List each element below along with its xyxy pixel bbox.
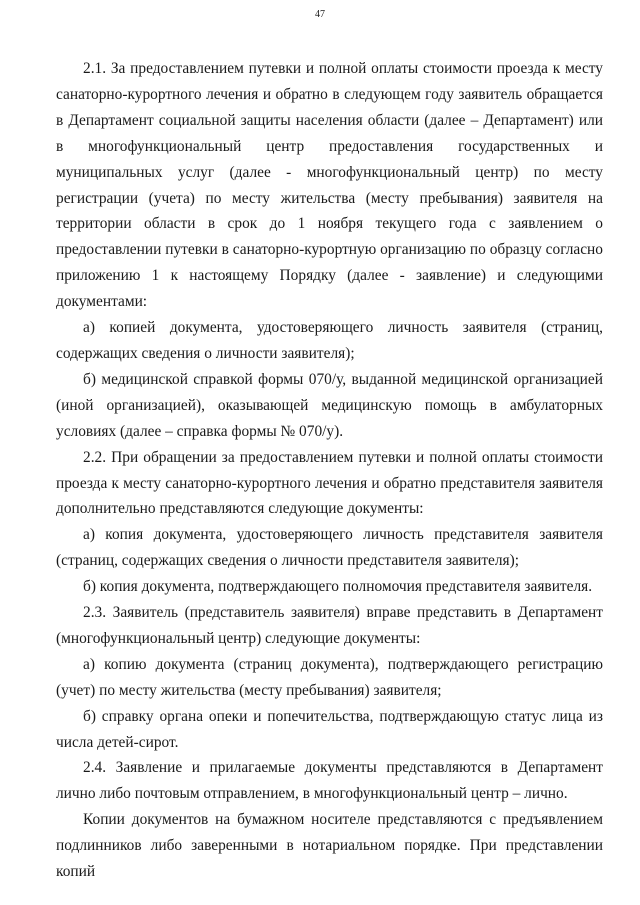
paragraph-2-1-a: а) копией документа, удостоверяющего личность заявителя (страниц, содержащих сведения о личности заявителя); — [56, 319, 603, 362]
paragraph-2-2: 2.2. При обращении за предоставлением путевки и полной оплаты стоимости проезда к месту санаторно-курортного лечения и обратно представителя заявителя дополнительно представляются следующие документы: — [56, 448, 603, 518]
paragraph-2-3-a: а) копию документа (страниц документа), подтверждающего регистрацию (учет) по месту жительства (месту пребывания) заявителя; — [56, 655, 603, 699]
paragraph-2-3: 2.3. Заявитель (представитель заявителя) вправе представить в Департамент (многофункциональный центр) следующие документы: — [56, 604, 603, 647]
paragraph-2-3-b: б) справку органа опеки и попечительства, подтверждающую статус лица из числа детей-сирот. — [56, 707, 603, 751]
page-number: 47 — [315, 9, 325, 20]
paragraph-copies: Копии документов на бумажном носителе представляются с предъявлением подлинников либо заверенными в нотариальном порядке. При представлении копий — [56, 811, 603, 881]
document-body — [56, 56, 603, 885]
paragraph-2-1-b: б) медицинской справкой формы 070/у, выданной медицинской организацией (иной организацией), оказывающей медицинскую помощь в амбулаторных условиях (далее – справка формы № 070/у). — [56, 370, 603, 440]
paragraph-2-4: 2.4. Заявление и прилагаемые документы представляются в Департамент лично либо почтовым отправлением, в многофункциональный центр – лично. — [56, 759, 603, 803]
paragraph-2-2-a: а) копия документа, удостоверяющего личность представителя заявителя (страниц, содержащих сведения о личности представителя заявителя); — [56, 526, 603, 570]
paragraph-2-2-b: б) копия документа, подтверждающего полномочия представителя заявителя. — [83, 578, 593, 596]
paragraph-2-1: 2.1. За предоставлением путевки и полной оплаты стоимости проезда к месту санаторно-курортного лечения и обратно в следующем году заявитель обращается в Департамент социальной защиты населения области (далее – Департамент) или в многофункциональный центр предоставления государственных и муниципальных услуг (далее - многофункциональный центр) по месту регистрации (учета) по месту жительства (месту пребывания) заявителя на территории области в срок до 1 ноября текущего года с заявлением о предоставлении путевки в санаторно-курортную организацию по образцу согласно приложению 1 к настоящему Порядку (далее - заявление) и следующими документами: — [56, 60, 603, 311]
